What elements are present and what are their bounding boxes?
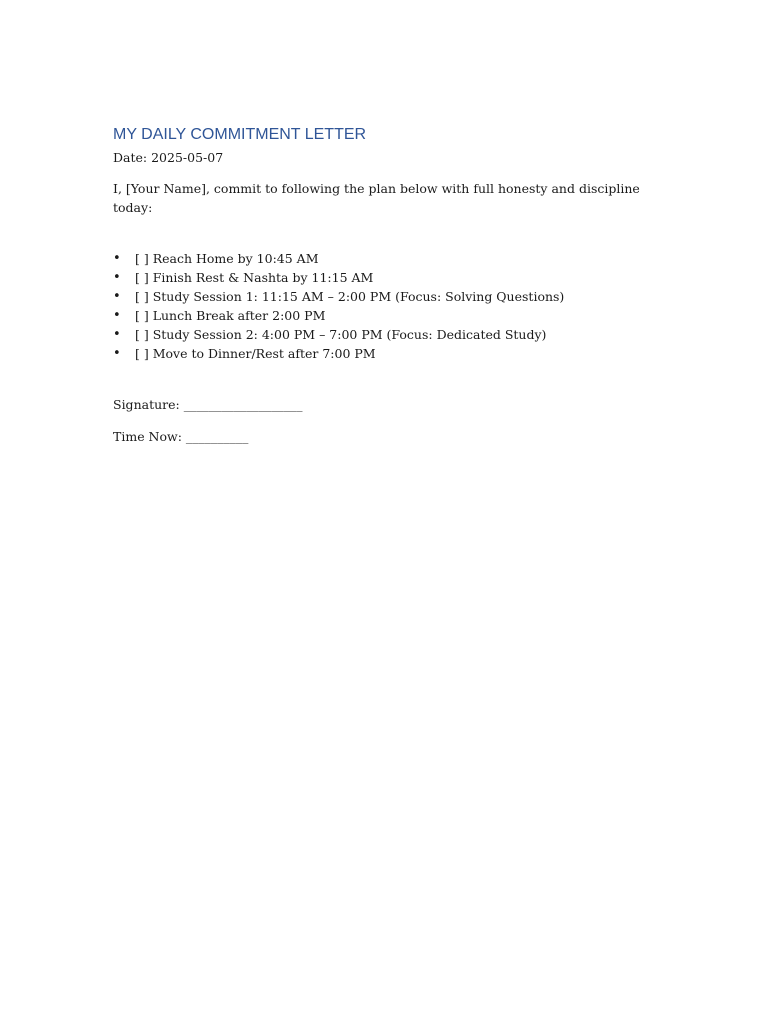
list-item [113,344,673,363]
time-now-line: Time Now: __________ [113,429,249,444]
list-item [113,325,673,344]
plan-item-text: [ ] Study Session 2: 4:00 PM – 7:00 PM (Focus: Dedicated Study) [135,327,547,342]
list-item [113,306,673,325]
plan-item-text: [ ] Lunch Break after 2:00 PM [135,308,326,323]
bullet-icon: • [113,327,121,342]
bullet-icon: • [113,308,121,323]
letter-title: MY DAILY COMMITMENT LETTER [113,126,367,143]
list-item [113,268,673,287]
plan-item-text: [ ] Move to Dinner/Rest after 7:00 PM [135,346,376,361]
list-item [113,287,673,306]
letter-body [113,124,673,446]
plan-item-text: [ ] Reach Home by 10:45 AM [135,251,319,266]
bullet-icon: • [113,289,121,304]
bullet-icon: • [113,270,121,285]
bullet-icon: • [113,251,121,266]
list-item [113,249,673,268]
plan-item-text: [ ] Study Session 1: 11:15 AM – 2:00 PM (Focus: Solving Questions) [135,289,565,304]
commitment-statement: I, [Your Name], commit to following the plan below with full honesty and discipline today: [113,181,640,215]
date-line: Date: 2025-05-07 [113,150,224,165]
plan-item-text: [ ] Finish Rest & Nashta by 11:15 AM [135,270,374,285]
bullet-icon: • [113,346,121,361]
plan-list [113,249,673,363]
signature-line: Signature: ___________________ [113,397,303,412]
